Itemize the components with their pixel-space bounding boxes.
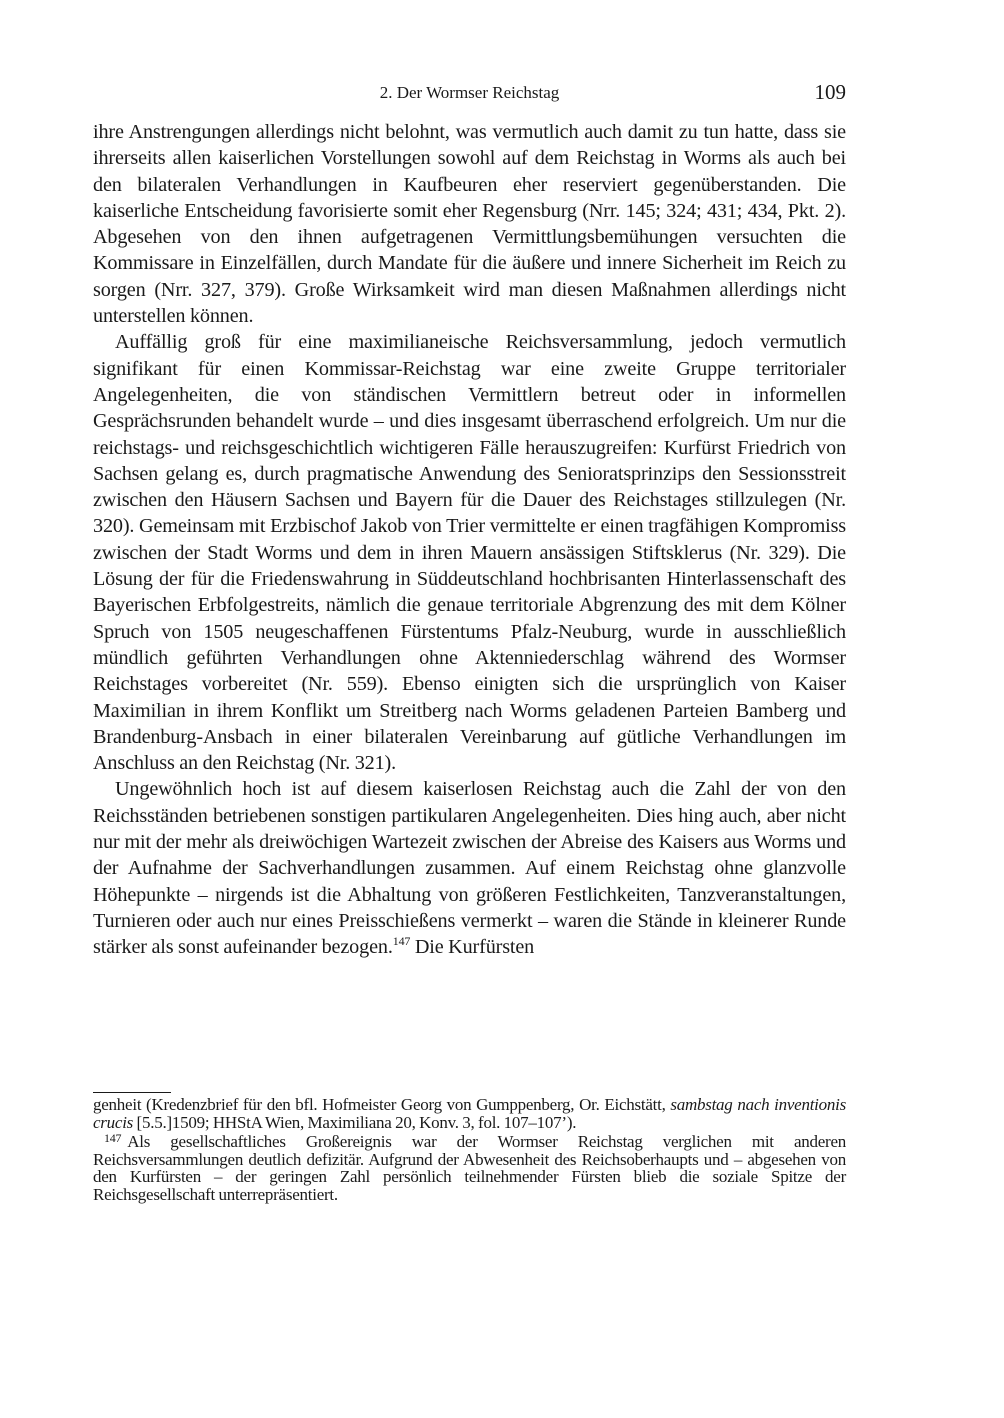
footnote-text: Als gesellschaftliches Großereignis war der Wormser Reichstag verglichen mit anderen Reichsversammlungen deutlich defizitär. Aufgrund der Abwesenheit des Reichsoberhaupts und – abgesehen von den Kurfürsten – der geringen Zahl persönlich teilnehmender Fürsten blieb die soziale Spitze der Reichsgesellschaft unterrepräsentiert. bbox=[93, 1132, 846, 1204]
paragraph-3 bbox=[93, 776, 846, 960]
body-text bbox=[93, 119, 846, 961]
footnote-continuation-italic: sambstag nach inventionis crucis bbox=[93, 1095, 846, 1132]
paragraph-1: ihre Anstrengungen allerdings nicht belohnt, was vermutlich auch damit zu tun hatte, dass sie ihrerseits allen kaiserlichen Vorstellungen sowohl auf dem Reichstag in Worms als auch bei den bilateralen Verhandlungen in Kaufbeuren eher reserviert gegenüberstanden. Die kaiserliche Entscheidung favorisierte somit eher Regensburg (Nrr. 145; 324; 431; 434, Pkt. 2). Abgesehen von den ihnen aufgetragenen Vermittlungsbemühungen versuchten die Kommissare in Einzelfällen, durch Mandate für die äußere und innere Sicherheit im Reich zu sorgen (Nrr. 327, 379). Große Wirksamkeit wird man diesen Maßnahmen allerdings nicht unterstellen können. bbox=[93, 121, 846, 328]
footnote-continuation-text-end: [5.5.]1509; HHStA Wien, Maximiliana 20, Konv. 3, fol. 107–107’). bbox=[133, 1112, 577, 1132]
paragraph-2: Auffällig groß für eine maximilianeische Reichsversammlung, jedoch vermutlich signifikant für einen Kommissar-Reichstag war eine zweite Gruppe territorialer Angelegenheiten, die von ständischen Vermittlern betreut oder in informellen Gesprächsrunden behandelt wurde – und dies insgesamt überraschend erfolgreich. Um nur die reichstags- und reichsgeschichtlich wichtigeren Fälle herauszugreifen: Kurfürst Friedrich von Sachsen gelang es, durch pragmatische Anwendung des Senioratsprinzips den Sessionsstreit zwischen den Häusern Sachsen und Bayern für die Dauer des Reichstages stillzulegen (Nr. 320). Gemeinsam mit Erzbischof Jakob von Trier vermittelte er einen tragfähigen Kompromiss zwischen der Stadt Worms und dem in ihren Mauern ansässigen Stiftsklerus (Nr. 329). Die Lösung der für die Friedenswahrung in Süddeutschland hochbrisanten Hinterlassenschaft des Bayerischen Erbfolgestreits, nämlich die genaue territoriale Abgrenzung des mit dem Kölner Spruch von 1505 neugeschaffenen Fürstentums Pfalz-Neuburg, wurde in ausschließlich mündlich geführten Verhandlungen ohne Aktenniederschlag während des Wormser Reichstages vorbereitet (Nr. 559). Ebenso einigten sich die ursprünglich von Kaiser Maximilian in ihrem Konflikt um Streitberg nach Worms geladenen Parteien Bamberg und Brandenburg-Ansbach in einer bilateralen Vereinbarung auf gütliche Verhandlungen im Anschluss an den Reichstag (Nr. 321). bbox=[93, 331, 846, 775]
footnote-continuation bbox=[93, 1096, 846, 1131]
footnote-continuation-text: genheit (Kredenzbrief für den bfl. Hofmeister Georg von Gumppenberg, Or. Eichstätt, bbox=[93, 1095, 671, 1114]
page-number: 109 bbox=[814, 80, 846, 104]
footnote-147 bbox=[93, 1133, 846, 1203]
footnote-reference-147[interactable]: 147 bbox=[392, 934, 411, 949]
running-head bbox=[93, 80, 846, 108]
footnote-separator bbox=[93, 1092, 171, 1093]
footnotes bbox=[93, 1096, 846, 1206]
running-title: 2. Der Wormser Reichstag bbox=[379, 83, 560, 102]
paragraph-3-text: Ungewöhnlich hoch ist auf diesem kaiserlosen Reichstag auch die Zahl der von den Reichsständen betriebenen sonstigen partikularen Angelegenheiten. Dies hing auch, aber nicht nur mit der mehr als dreiwöchigen Wartezeit zwischen der Abreise des Kaisers aus Worms und der Aufnahme der Sachverhandlungen zusammen. Auf einem Reichstag ohne glanzvolle Höhepunkte – nirgends ist die Abhaltung von größeren Festlichkeiten, Tanzveranstaltungen, Turnieren oder auch nur eines Preisschießens vermerkt – waren die Stände in kleinerer Runde stärker als sonst aufeinander bezogen. bbox=[93, 778, 846, 959]
paragraph-3-text-end: Die Kurfürsten bbox=[410, 936, 535, 959]
footnote-number: 147 bbox=[104, 1131, 122, 1146]
